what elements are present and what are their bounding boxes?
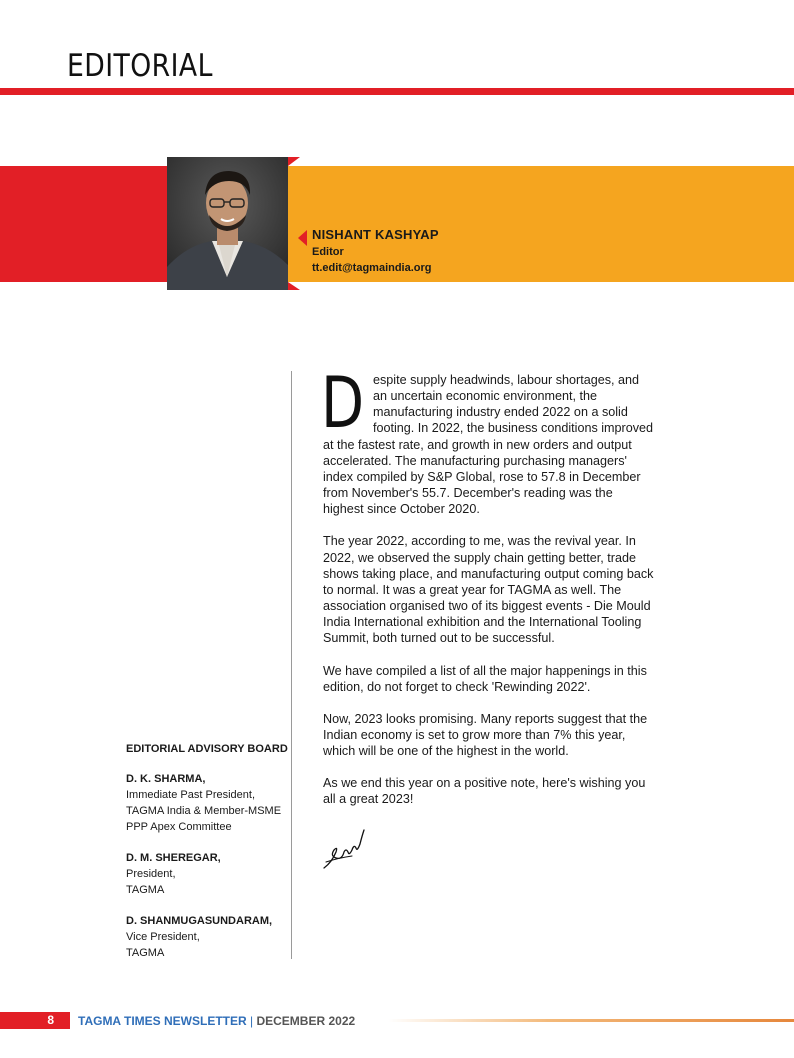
editorial-advisory-board — [126, 741, 288, 976]
member-name: D. K. SHARMA, — [126, 773, 206, 785]
board-member — [126, 913, 288, 961]
board-title: EDITORIAL ADVISORY BOARD — [126, 743, 288, 755]
editor-name: NISHANT KASHYAP — [312, 227, 439, 242]
article-paragraph: Now, 2023 looks promising. Many reports suggest that the Indian economy is set to grow more than 7% this year, which will be one of the highest in the world. — [323, 711, 648, 759]
drop-cap: D — [321, 362, 365, 444]
footer-caption — [78, 1013, 355, 1029]
member-title-line: Immediate Past President, — [126, 789, 256, 801]
footer-separator: | — [250, 1014, 254, 1028]
column-divider — [291, 371, 292, 959]
footer-brand: TAGMA TIMES NEWSLETTER — [78, 1014, 247, 1028]
article-paragraph: We have compiled a list of all the major happenings in this edition, do not forget to check 'Rewinding 2022'. — [323, 663, 647, 694]
name-pointer-icon — [298, 230, 307, 246]
member-title-line: PPP Apex Committee — [126, 821, 232, 833]
article-paragraph: As we end this year on a positive note, here's wishing you all a great 2023! — [323, 776, 646, 807]
board-member — [126, 771, 288, 835]
page-number-text: 8 — [47, 1013, 54, 1027]
article-paragraph — [321, 362, 655, 517]
footer-gradient-rule — [388, 1019, 794, 1022]
editor-photo — [167, 157, 288, 290]
page-number — [0, 1012, 70, 1029]
editor-signature — [322, 822, 368, 872]
board-member — [126, 850, 288, 898]
member-title-line: TAGMA India & Member-MSME — [126, 805, 282, 817]
editor-role: Editor — [312, 246, 344, 258]
member-title-line: President, — [126, 868, 176, 880]
member-title-line: Vice President, — [126, 931, 200, 943]
banner-corner-bottom — [288, 282, 300, 290]
editorial-article — [321, 362, 655, 824]
header-rule — [0, 88, 794, 95]
banner-corner-top — [288, 157, 300, 166]
article-paragraph-text: espite supply headwinds, labour shortages, and an uncertain economic environment, the manufacturing industry ended 2022 on a solid footing. In 2022, the business conditions improved at the fastest rate, and growth in new orders and output accelerated. The manufacturing purchasing managers' index compiled by S&P Global, rose to 57.8 in December from November's 55.7. December's reading was the highest since October 2020. — [323, 373, 654, 517]
editor-portrait-image — [167, 157, 288, 290]
member-title-line: TAGMA — [126, 884, 165, 896]
editor-email-link[interactable]: tt.edit@tagmaindia.org — [312, 262, 432, 274]
page-title: EDITORIAL — [67, 48, 213, 84]
member-name: D. M. SHEREGAR, — [126, 852, 221, 864]
member-name: D. SHANMUGASUNDARAM, — [126, 915, 273, 927]
member-title-line: TAGMA — [126, 947, 165, 959]
footer-date: DECEMBER 2022 — [256, 1014, 356, 1028]
article-paragraph: The year 2022, according to me, was the revival year. In 2022, we observed the supply chain getting better, trade shows taking place, and manufacturing output coming back to normal. It was a great year for TAGMA as well. The association organised two of its biggest events - Die Mould India International exhibition and the International Tooling Summit, both turned out to be successful. — [323, 534, 654, 646]
